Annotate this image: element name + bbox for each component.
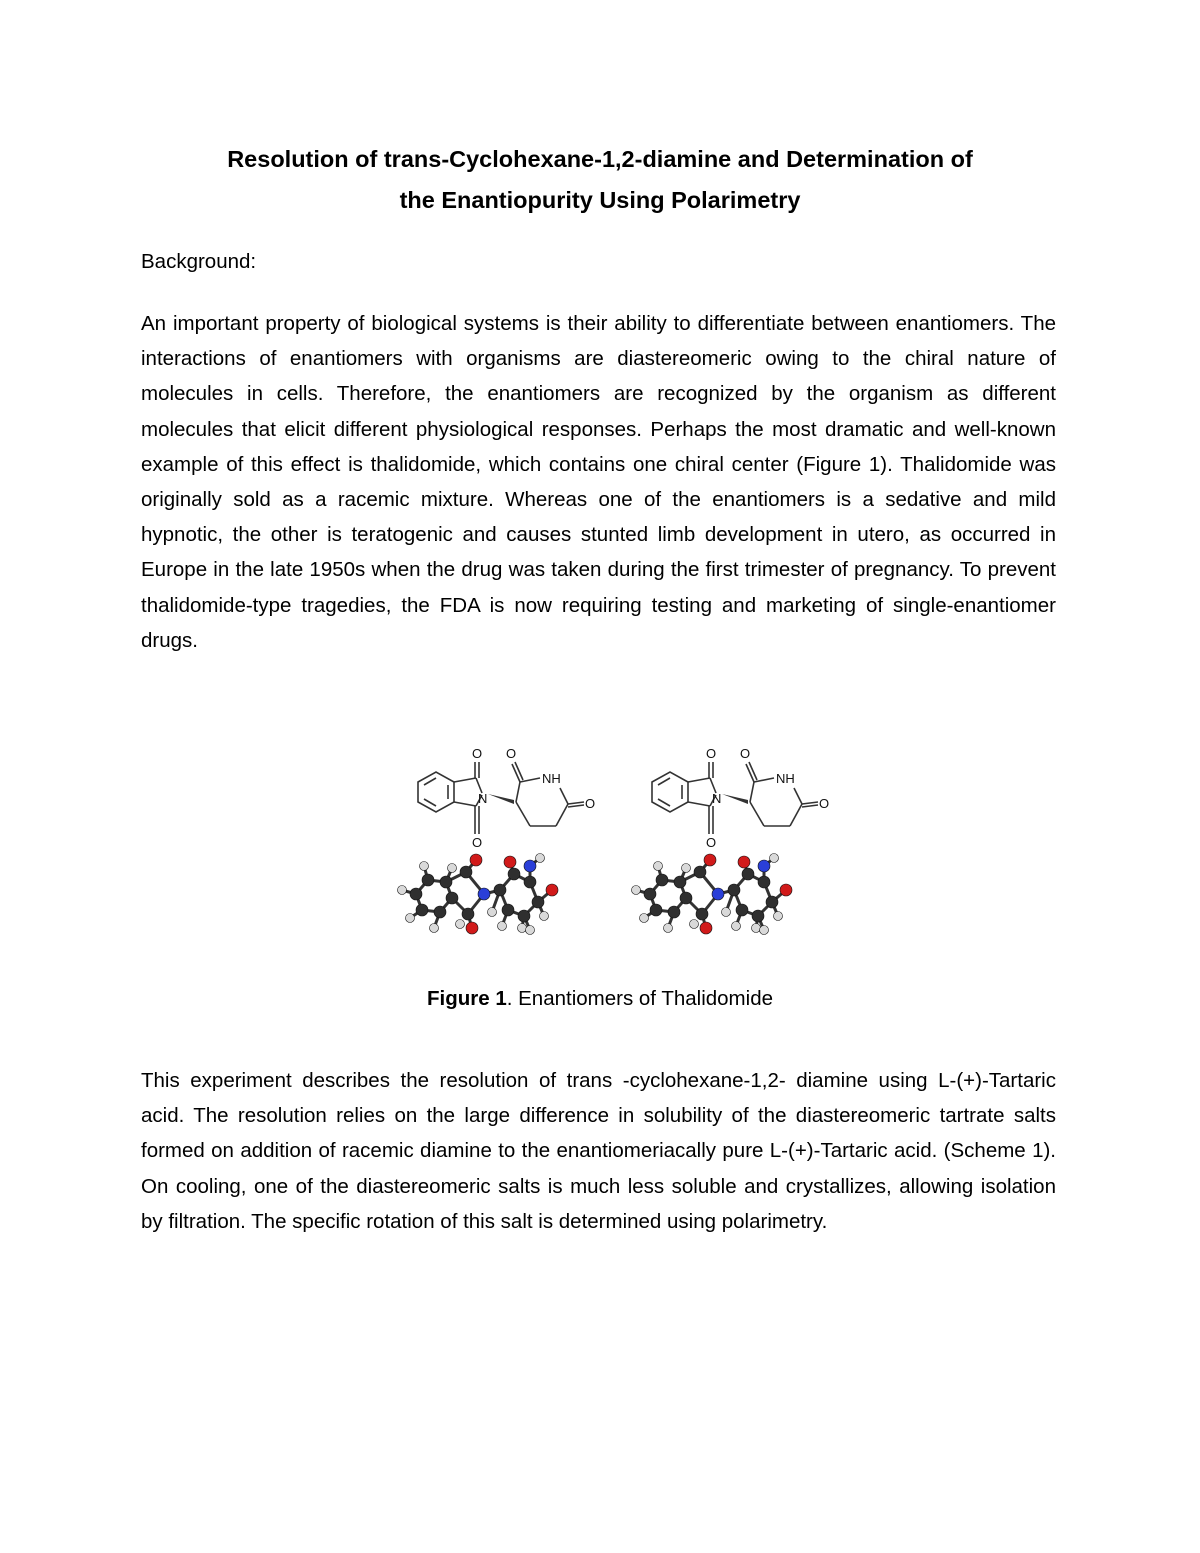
section-heading-background: Background: xyxy=(141,250,257,273)
carbon-atom xyxy=(742,868,754,880)
hydrogen-atom xyxy=(420,862,429,871)
title-line-2: the Enantiopurity Using Polarimetry xyxy=(399,187,801,213)
left-label-o-amide: O xyxy=(506,746,517,761)
right-label-o-right: O xyxy=(819,796,830,811)
figure-caption xyxy=(0,984,1200,1014)
hydrogen-atom xyxy=(498,922,507,931)
carbon-atom xyxy=(532,896,544,908)
hydrogen-atom xyxy=(536,854,545,863)
hydrogen-atom xyxy=(518,924,527,933)
carbon-atom xyxy=(644,888,656,900)
nitrogen-atom xyxy=(478,888,490,900)
carbon-atom xyxy=(752,910,764,922)
right-wedge-bond xyxy=(722,794,748,804)
right-ball-model xyxy=(632,854,793,935)
left-wedge-bond xyxy=(488,794,514,804)
right-label-o-amide: O xyxy=(740,746,751,761)
document-title xyxy=(141,139,1059,221)
carbon-atom xyxy=(508,868,520,880)
carbon-atom xyxy=(674,876,686,888)
right-label-n: N xyxy=(712,791,722,806)
carbon-atom xyxy=(736,904,748,916)
hydrogen-atom xyxy=(632,886,641,895)
hydrogen-atom xyxy=(682,864,691,873)
hydrogen-atom xyxy=(540,912,549,921)
nitrogen-atom xyxy=(524,860,536,872)
left-label-o-bottom: O xyxy=(472,835,483,850)
oxygen-atom xyxy=(700,922,712,934)
carbon-atom xyxy=(656,874,668,886)
nitrogen-atom xyxy=(712,888,724,900)
right-label-o-top: O xyxy=(706,746,717,761)
carbon-atom xyxy=(518,910,530,922)
carbon-atom xyxy=(462,908,474,920)
carbon-atom xyxy=(440,876,452,888)
hydrogen-atom xyxy=(488,908,497,917)
thalidomide-enantiomers-figure xyxy=(380,740,840,970)
carbon-atom xyxy=(502,904,514,916)
hydrogen-atom xyxy=(732,922,741,931)
left-label-n: N xyxy=(478,791,488,806)
oxygen-atom xyxy=(704,854,716,866)
oxygen-atom xyxy=(780,884,792,896)
carbon-atom xyxy=(422,874,434,886)
right-label-o-bottom: O xyxy=(706,835,717,850)
experiment-paragraph: This experiment describes the resolution of trans -cyclohexane-1,2- diamine using L-(+)-Tartaric acid. The resolution relies on the large difference in solubility of the diastereomeric tartrate salts formed on addition of racemic diamine to the enantiomeriacally pure L-(+)-Tartaric acid. (Scheme 1). On cooling, one of the diastereomeric salts is much less soluble and crystallizes, allowing isolation by filtration. The specific rotation of this salt is determined using polarimetry. xyxy=(141,1069,1056,1233)
carbon-atom xyxy=(696,908,708,920)
carbon-atom xyxy=(650,904,662,916)
carbon-atom xyxy=(494,884,506,896)
hydrogen-atom xyxy=(398,886,407,895)
left-label-o-right: O xyxy=(585,796,596,811)
carbon-atom xyxy=(694,866,706,878)
left-label-nh: NH xyxy=(542,771,561,786)
carbon-atom xyxy=(766,896,778,908)
right-label-nh: NH xyxy=(776,771,795,786)
left-label-o-top: O xyxy=(472,746,483,761)
carbon-atom xyxy=(668,906,680,918)
oxygen-atom xyxy=(504,856,516,868)
carbon-atom xyxy=(446,892,458,904)
hydrogen-atom xyxy=(752,924,761,933)
hydrogen-atom xyxy=(526,926,535,935)
hydrogen-atom xyxy=(654,862,663,871)
hydrogen-atom xyxy=(690,920,699,929)
title-line-1: Resolution of trans-Cyclohexane-1,2-diamine and Determination of xyxy=(227,146,973,172)
oxygen-atom xyxy=(738,856,750,868)
carbon-atom xyxy=(434,906,446,918)
carbon-atom xyxy=(460,866,472,878)
carbon-atom xyxy=(758,876,770,888)
carbon-atom xyxy=(728,884,740,896)
hydrogen-atom xyxy=(774,912,783,921)
figure-caption-text: . Enantiomers of Thalidomide xyxy=(506,987,773,1010)
hydrogen-atom xyxy=(760,926,769,935)
hydrogen-atom xyxy=(430,924,439,933)
figure-caption-label: Figure 1 xyxy=(426,987,507,1010)
hydrogen-atom xyxy=(722,908,731,917)
oxygen-atom xyxy=(470,854,482,866)
nitrogen-atom xyxy=(758,860,770,872)
left-atom-labels xyxy=(472,746,595,850)
hydrogen-atom xyxy=(770,854,779,863)
right-atom-labels xyxy=(706,746,829,850)
carbon-atom xyxy=(680,892,692,904)
hydrogen-atom xyxy=(664,924,673,933)
oxygen-atom xyxy=(546,884,558,896)
oxygen-atom xyxy=(466,922,478,934)
left-ball-model xyxy=(398,854,559,935)
ball-and-stick-models xyxy=(398,854,793,935)
background-paragraph: An important property of biological systems is their ability to differentiate between enantiomers. The interactions of enantiomers with organisms are diastereomeric owing to the chiral nature of molecules in cells. Therefore, the enantiomers are recognized by the organism as different molecules that elicit different physiological responses. Perhaps the most dramatic and well-known example of this effect is thalidomide, which contains one chiral center (Figure 1). Thalidomide was originally sold as a racemic mixture. Whereas one of the enantiomers is a sedative and mild hypnotic, the other is teratogenic and causes stunted limb development in utero, as occurred in Europe in the late 1950s when the drug was taken during the first trimester of pregnancy. To prevent thalidomide-type tragedies, the FDA is now requiring testing and marketing of single-enantiomer drugs. xyxy=(141,312,1056,652)
hydrogen-atom xyxy=(448,864,457,873)
carbon-atom xyxy=(416,904,428,916)
hydrogen-atom xyxy=(406,914,415,923)
hydrogen-atom xyxy=(456,920,465,929)
carbon-atom xyxy=(410,888,422,900)
hydrogen-atom xyxy=(640,914,649,923)
carbon-atom xyxy=(524,876,536,888)
